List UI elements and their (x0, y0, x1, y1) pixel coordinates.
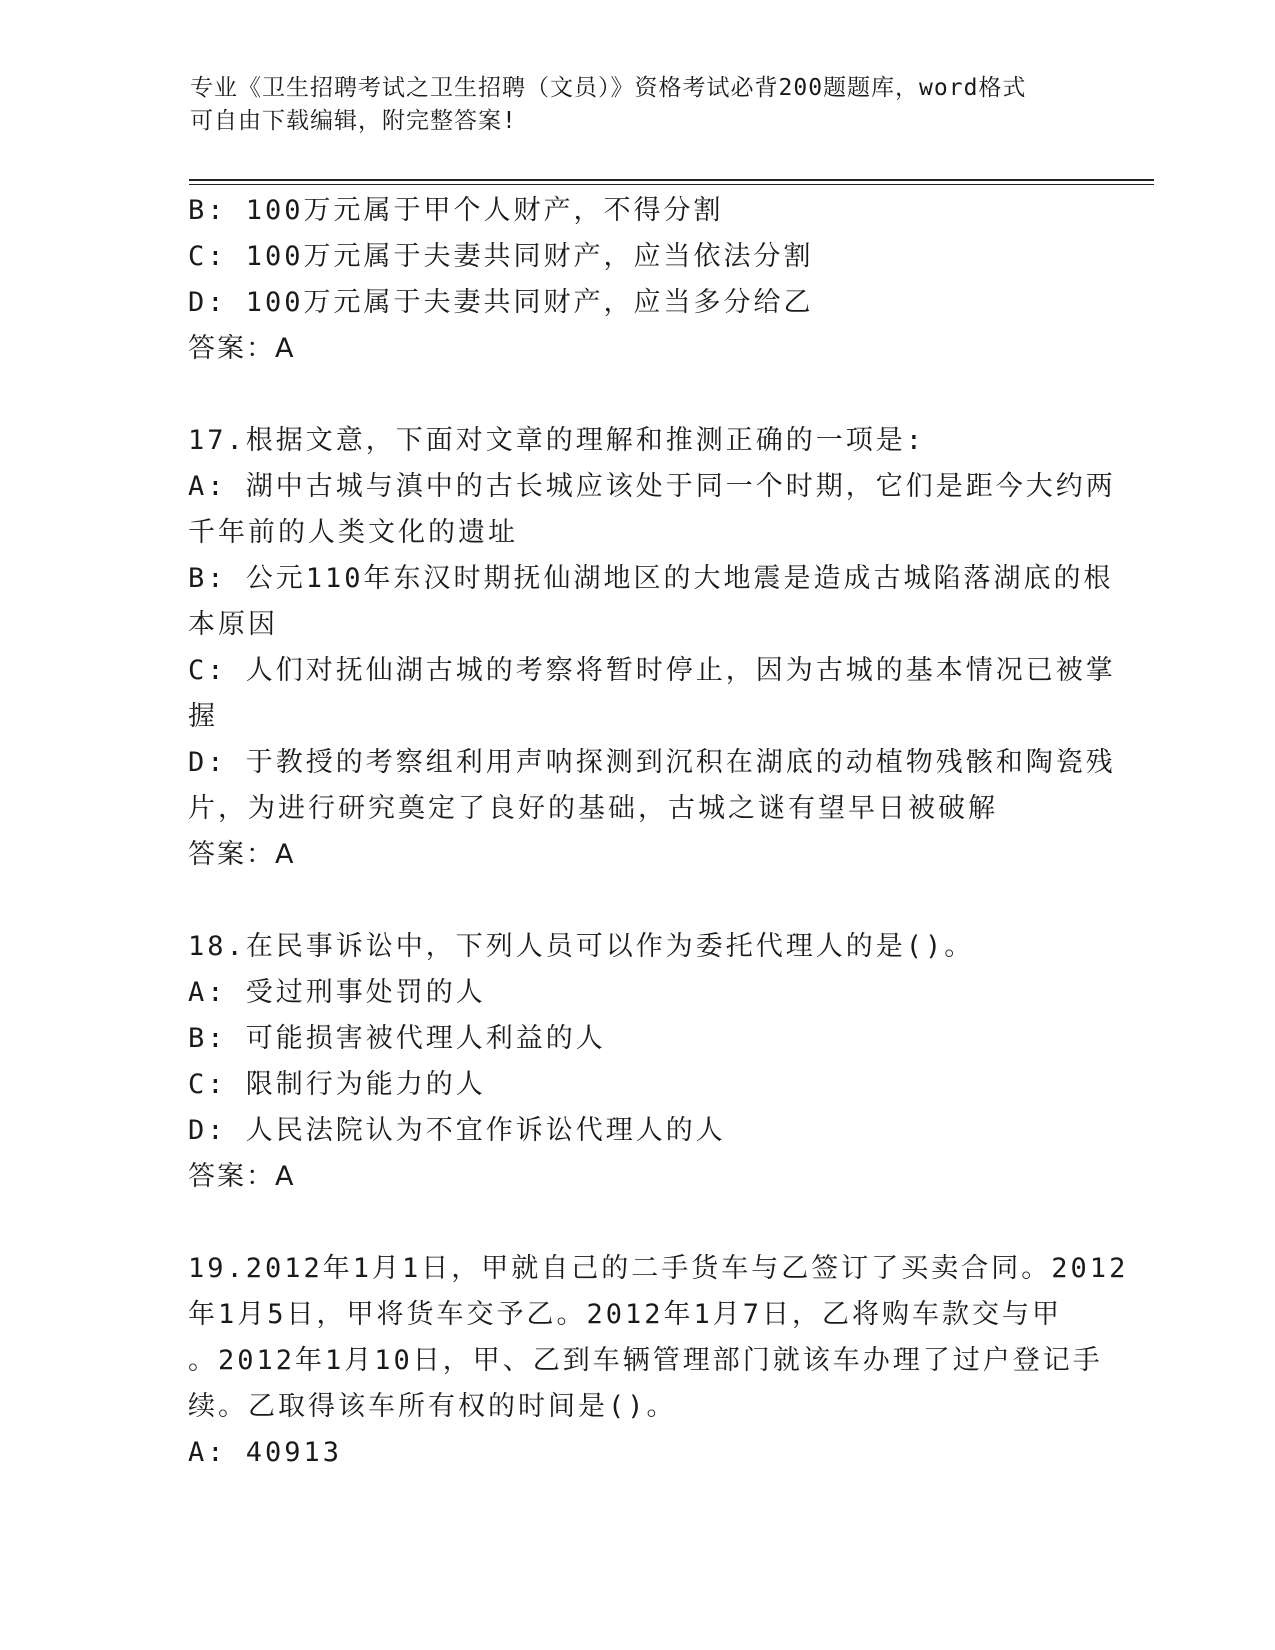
option-c-line-1: C: 人们对抚仙湖古城的考察将暂时停止，因为古城的基本情况已被掌 (188, 655, 1116, 686)
question-stem-line-4: 续。乙取得该车所有权的时间是()。 (188, 1391, 677, 1422)
answer-label: 答案：A (188, 1161, 296, 1192)
option-a-line-2: 千年前的人类文化的遗址 (188, 517, 518, 548)
spacer (188, 372, 1088, 418)
question-stem-line-3: 。2012年1月10日，甲、乙到车辆管理部门就该车办理了过户登记手 (188, 1345, 1103, 1376)
option-b-line-1: B: 公元110年东汉时期抚仙湖地区的大地震是造成古城陷落湖底的根 (188, 563, 1114, 594)
option-c: C: 限制行为能力的人 (188, 1069, 486, 1100)
option-d: D: 100万元属于夫妻共同财产，应当多分给乙 (188, 287, 814, 318)
option-c-line-2: 握 (188, 701, 218, 732)
header-divider-thin (189, 184, 1154, 185)
question-stem-line-2: 年1月5日，甲将货车交予乙。2012年1月7日，乙将购车款交与甲 (188, 1299, 1063, 1330)
option-d-line-2: 片，为进行研究奠定了良好的基础，古城之谜有望早日被破解 (188, 793, 998, 824)
question-16-continued (188, 188, 1088, 372)
option-d: D: 人民法院认为不宜作诉讼代理人的人 (188, 1115, 726, 1146)
header-title-line-2: 可自由下载编辑，附完整答案! (190, 108, 517, 134)
header-divider-thick (189, 179, 1154, 181)
question-stem: 18.在民事诉讼中，下列人员可以作为委托代理人的是()。 (188, 931, 975, 962)
option-a: A: 受过刑事处罚的人 (188, 977, 486, 1008)
option-b-line-2: 本原因 (188, 609, 278, 640)
question-stem-line-1: 19.2012年1月1日，甲就自己的二手货车与乙签订了买卖合同。2012 (188, 1253, 1129, 1284)
option-b: B: 可能损害被代理人利益的人 (188, 1023, 606, 1054)
header-title-line-1: 专业《卫生招聘考试之卫生招聘（文员）》资格考试必背200题题库，word格式 (190, 75, 1027, 101)
option-d-line-1: D: 于教授的考察组利用声呐探测到沉积在湖底的动植物残骸和陶瓷残 (188, 747, 1116, 778)
question-17 (188, 418, 1116, 878)
document-header (190, 72, 1070, 138)
question-19 (188, 1246, 1129, 1476)
option-c: C: 100万元属于夫妻共同财产，应当依法分割 (188, 241, 814, 272)
option-b: B: 100万元属于甲个人财产，不得分割 (188, 195, 724, 226)
question-18 (188, 924, 1088, 1200)
answer-label: 答案：A (188, 333, 296, 364)
spacer (188, 878, 1088, 924)
spacer (188, 1200, 1088, 1246)
question-stem: 17.根据文意，下面对文章的理解和推测正确的一项是: (188, 425, 926, 456)
document-body (188, 188, 1129, 1476)
answer-label: 答案：A (188, 839, 296, 870)
option-a: A: 40913 (188, 1437, 343, 1468)
option-a-line-1: A: 湖中古城与滇中的古长城应该处于同一个时期，它们是距今大约两 (188, 471, 1116, 502)
